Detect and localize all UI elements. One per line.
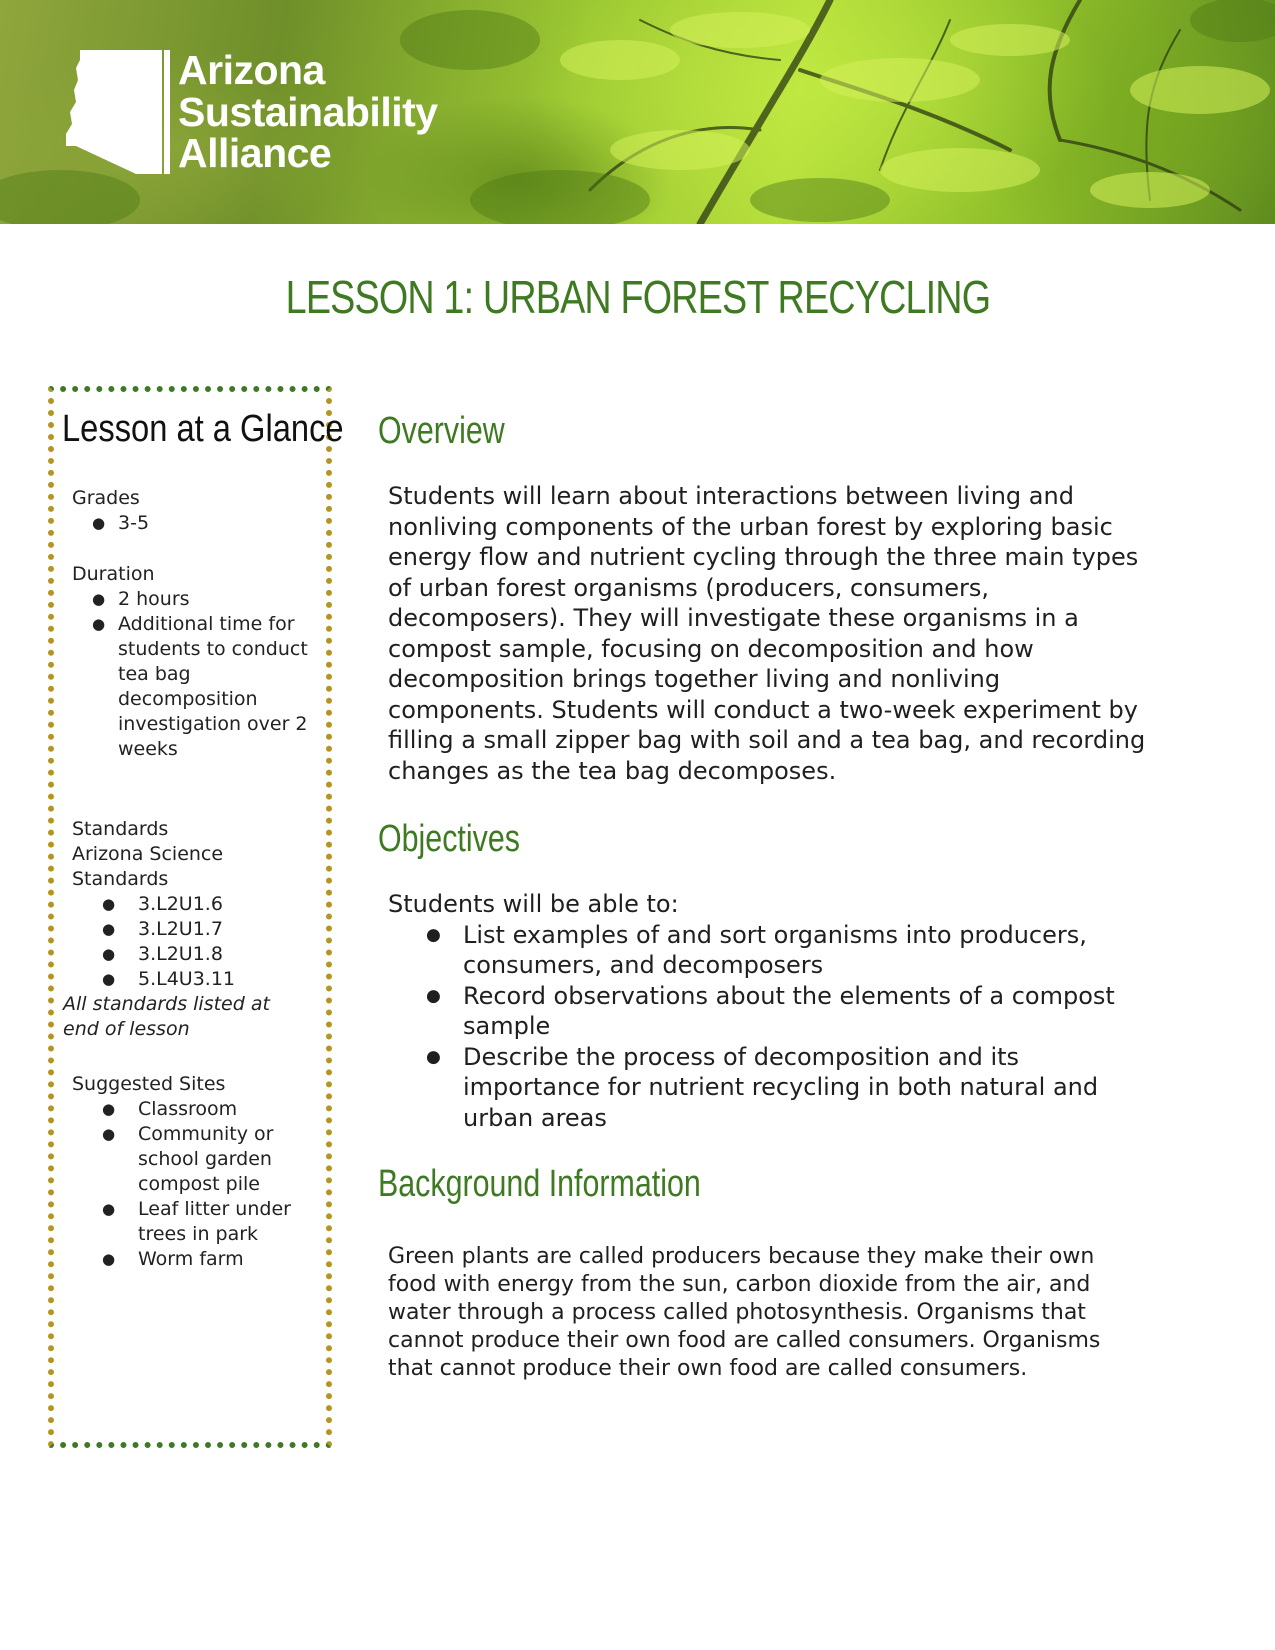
logo	[66, 47, 438, 176]
list-item: ● List examples of and sort organisms into producers, consumers, and decomposers	[388, 920, 1148, 981]
sites-list	[72, 1097, 324, 1272]
sites-section	[72, 1072, 324, 1272]
logo-wordmark	[178, 47, 438, 176]
duration-list	[72, 587, 324, 762]
header-banner	[0, 0, 1275, 224]
objectives-section	[388, 889, 1148, 1133]
duration-section	[72, 562, 324, 762]
grades-section	[72, 486, 332, 536]
sites-label: Suggested Sites	[72, 1073, 226, 1095]
logo-line-2: Sustainability	[178, 88, 438, 135]
list-item: ● Record observations about the elements of a compost sample	[388, 981, 1148, 1042]
list-item: ● Community or school garden compost pile	[72, 1122, 324, 1197]
grades-list	[72, 511, 332, 536]
list-item: ● 3.L2U1.6	[72, 892, 272, 917]
logo-line-3: Alliance	[178, 130, 332, 176]
standards-list	[72, 892, 272, 992]
logo-divider	[164, 50, 170, 174]
list-item: ● 2 hours	[72, 587, 324, 612]
list-item: ● Leaf litter under trees in park	[72, 1197, 324, 1247]
objectives-list	[388, 920, 1148, 1134]
logo-line-1: Arizona	[178, 47, 325, 93]
overview-heading: Overview	[378, 410, 505, 452]
list-item: ● 5.L4U3.11	[72, 967, 272, 992]
list-item: ● Classroom	[72, 1097, 324, 1122]
grades-label: Grades	[72, 487, 140, 509]
glance-title: Lesson at a Glance	[62, 408, 344, 450]
list-item: ● Describe the process of decomposition and its importance for nutrient recycling in both natural and urban areas	[388, 1042, 1148, 1134]
background-text: Green plants are called producers because they make their own food with energy from the sun, carbon dioxide from the air, and water through a process called photosynthesis. Organisms that cannot produce their own food are called consumers. Organisms that cannot produce their own food are called consumers.	[388, 1244, 1101, 1381]
arizona-state-icon	[66, 50, 162, 174]
objectives-heading: Objectives	[378, 818, 520, 860]
overview-text: Students will learn about interactions between living and nonliving components of the urban forest by exploring basic energy flow and nutrient cycling through the three main types of urban forest organisms (producers, consumers, decomposers). They will investigate these organisms in a compost sample, focusing on decomposition and how decomposition brings together living and nonliving components. Students will conduct a two-week experiment by filling a small zipper bag with soil and a tea bag, and recording changes as the tea bag decomposes.	[388, 482, 1146, 785]
standards-label: Standards	[72, 818, 169, 840]
standards-section	[63, 817, 272, 1042]
list-item: ● 3.L2U1.8	[72, 942, 272, 967]
standards-note: All standards listed at end of lesson	[63, 993, 270, 1040]
duration-label: Duration	[72, 563, 155, 585]
list-item: ● Additional time for students to conduct tea bag decomposition investigation over 2 weeks	[72, 612, 324, 762]
objectives-intro: Students will be able to:	[388, 890, 679, 918]
list-item: ● Worm farm	[72, 1247, 324, 1272]
background-heading: Background Information	[378, 1163, 701, 1205]
list-item: ● 3-5	[72, 511, 332, 536]
list-item: ● 3.L2U1.7	[72, 917, 272, 942]
page-title: LESSON 1: URBAN FOREST RECYCLING	[285, 271, 991, 323]
standards-sublabel: Arizona Science Standards	[72, 843, 224, 890]
